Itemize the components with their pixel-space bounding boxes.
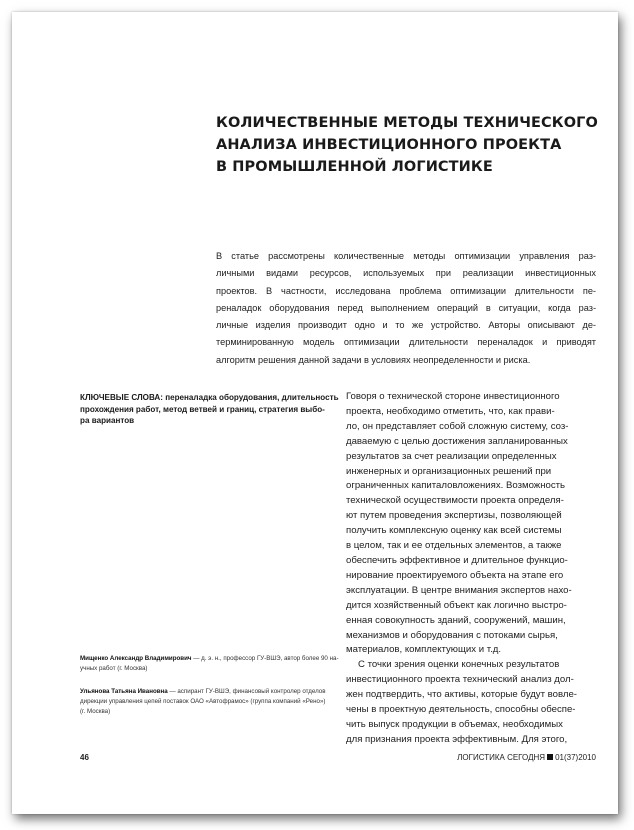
body-line: механизмов и оборудования с потоками сырья, — [346, 629, 558, 641]
body-line: обеспечить эффективное и длительное функцио- — [346, 554, 568, 566]
author-info-1 — [80, 654, 339, 674]
author-description: — аспирант ГУ-ВШЭ, финансовый контролер отделов — [167, 688, 326, 695]
body-line: материалов, комплектующих и т.д. — [346, 644, 502, 656]
document-page — [12, 12, 618, 814]
author-line: учных работ (г. Москва) — [80, 665, 148, 672]
author-line: дирекции управления цепей поставок ОАО «Автофрамос» (группа компаний «Рено») — [80, 698, 326, 705]
keywords-line: КЛЮЧЕВЫЕ СЛОВА: переналадка оборудования, длительность — [80, 393, 339, 402]
body-line: технической осуществимости проекта определя- — [346, 495, 564, 507]
abstract-line: личные изделия производит одно и то же устройство. Авторы описывают де- — [216, 320, 596, 331]
body-line: результатов за счет реализации определенных — [346, 450, 557, 462]
body-line: енная совокупность зданий, сооружений, машин, — [346, 614, 566, 626]
body-line: дится хозяйственный объект как логично выстро- — [346, 599, 567, 611]
author-name: Ульянова Татьяна Ивановна — [80, 688, 168, 695]
body-line: С точки зрения оценки конечных результатов — [358, 659, 560, 671]
abstract-line: алгоритм решения данной задачи в условиях неопределенности и риска. — [216, 354, 531, 365]
body-line: инвестиционного проекта технический анализ дол- — [346, 674, 574, 686]
body-line: чены в проектную деятельность, способны обеспе- — [346, 704, 576, 716]
author-name: Мищенко Александр Владимирович — [80, 655, 192, 662]
abstract-line: проектов. В частности, исследована проблема оптимизации длительности пе- — [216, 285, 596, 296]
title-line: КОЛИЧЕСТВЕННЫЕ МЕТОДЫ ТЕХНИЧЕСКОГО — [216, 115, 598, 131]
author-line — [80, 654, 339, 664]
body-line: в целом, так и ее отдельных элементов, а также — [346, 540, 562, 552]
body-line: инженерных и организационных решений при — [346, 465, 552, 477]
author-info-2 — [80, 687, 335, 717]
keywords-block — [80, 392, 340, 427]
body-line: получить комплексную оценку как всей системы — [346, 525, 562, 537]
article-abstract — [216, 248, 596, 369]
article-body — [346, 390, 606, 748]
body-line: Говоря о технической стороне инвестиционного — [346, 391, 560, 402]
keywords-line: прохождения работ, метод ветвей и границ, стратегия выбо- — [80, 404, 325, 414]
body-line: нирование проектируемого объекта на этапе его — [346, 569, 564, 581]
title-line: В ПРОМЫШЛЕННОЙ ЛОГИСТИКЕ — [216, 159, 493, 175]
author-line — [80, 687, 335, 697]
body-line: эксплуатации. В центре внимания экспертов нахо- — [346, 584, 572, 596]
abstract-line: терминированную модель оптимизации длительности переналадок и приводят — [216, 337, 596, 348]
article-title — [216, 112, 606, 178]
body-line: ют путем проведения экспертизы, позволяющей — [346, 510, 562, 522]
author-description: — д. э. н., профессор ГУ-ВШЭ, автор более 90 на- — [191, 655, 339, 662]
abstract-line: реналадок оборудования перед выполнением операций в ситуации, когда раз- — [216, 302, 596, 313]
journal-issue: 01(37)2010 — [555, 753, 596, 762]
abstract-line: В статье рассмотрены количественные методы оптимизации управления раз- — [216, 251, 596, 261]
journal-footer — [457, 753, 596, 762]
abstract-line: личными видами ресурсов, используемых при реализации инвестиционных — [216, 268, 596, 279]
body-line: для признания проекта эффективным. Для этого, — [346, 733, 568, 745]
square-separator-icon — [547, 754, 553, 760]
body-line: проекта, необходимо отметить, что, как прави- — [346, 405, 555, 417]
journal-name: ЛОГИСТИКА СЕГОДНЯ — [457, 753, 546, 762]
body-line: жен подтвердить, что активы, которые будут вовле- — [346, 689, 577, 701]
keywords-line: ра вариантов — [80, 416, 135, 425]
body-line: даваемую с целью достижения запланированных — [346, 435, 568, 447]
body-line: ло, он представляет собой сложную систему, соз- — [346, 420, 569, 432]
body-line: чить выпуск продукции в объемах, необходимых — [346, 718, 563, 730]
page-number: 46 — [80, 753, 89, 762]
author-line: (г. Москва) — [80, 708, 111, 715]
body-line: ограниченных капиталовложениях. Возможность — [346, 480, 566, 492]
title-line: АНАЛИЗА ИНВЕСТИЦИОННОГО ПРОЕКТА — [216, 137, 562, 153]
